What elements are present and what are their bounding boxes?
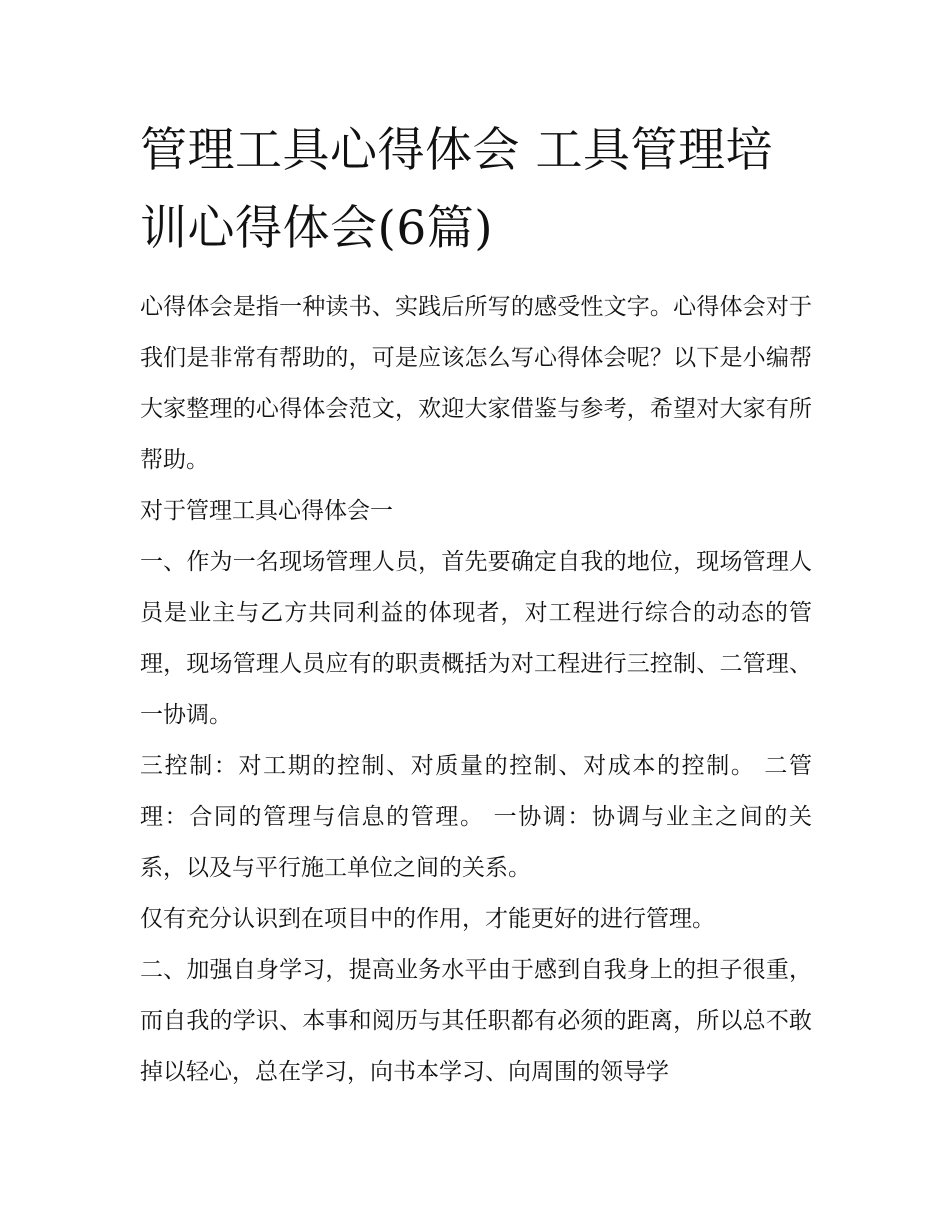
document-title: 管理工具心得体会 工具管理培训心得体会(6篇) <box>140 123 773 256</box>
paragraph-intro: 心得体会是指一种读书、实践后所写的感受性文字。心得体会对于我们是非常有帮助的，可是应该怎么写心得体会呢？以下是小编帮大家整理的心得体会范文，欢迎大家借鉴与参考，希望对大家有所帮助。 <box>140 294 812 473</box>
paragraph-understanding: 仅有充分认识到在项目中的作用，才能更好的进行管理。 <box>140 906 715 932</box>
paragraph-section-heading: 对于管理工具心得体会一 <box>140 498 393 524</box>
paragraph-point-one: 一、作为一名现场管理人员，首先要确定自我的地位，现场管理人员是业主与乙方共同利益的体现者，对工程进行综合的动态的管理，现场管理人员应有的职责概括为对工程进行三控制、二管理、一协调。 <box>140 549 812 728</box>
paragraph-point-two: 二、加强自身学习，提高业务水平由于感到自我身上的担子很重，而自我的学识、本事和阅历与其任职都有必须的距离，所以总不敢掉以轻心，总在学习，向书本学习、向周围的领导学 <box>140 957 812 1085</box>
paragraph-three-controls: 三控制：对工期的控制、对质量的控制、对成本的控制。 二管理：合同的管理与信息的管理。 一协调：协调与业主之间的关系，以及与平行施工单位之间的关系。 <box>140 753 812 881</box>
document-body <box>140 112 812 1098</box>
